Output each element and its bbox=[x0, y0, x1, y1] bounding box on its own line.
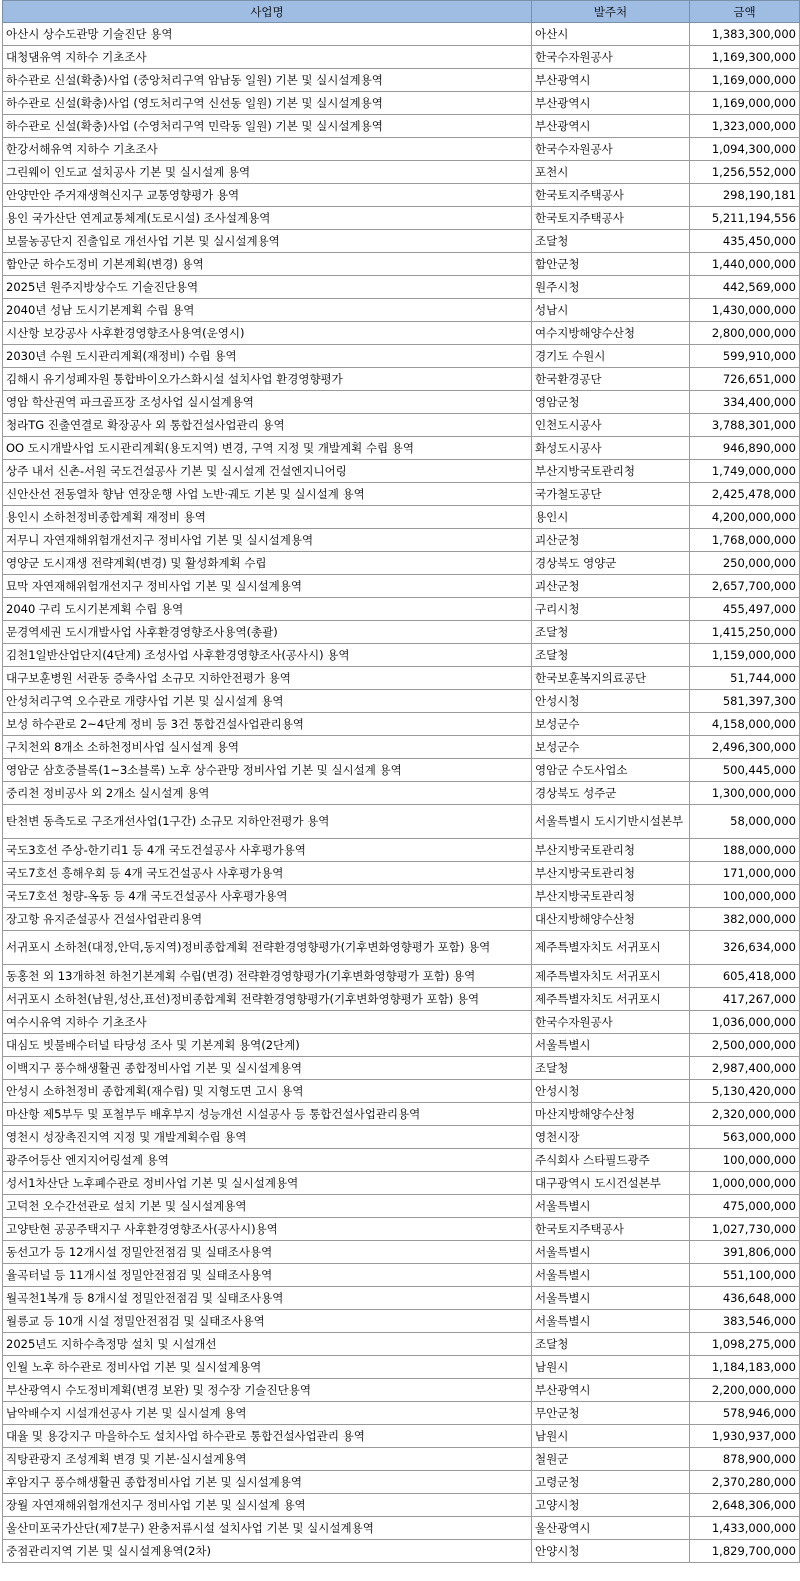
cell-amount: 334,400,000 bbox=[690, 391, 800, 414]
cell-project-name: 2040 구리 도시기본계획 수립 용역 bbox=[3, 598, 532, 621]
table-row bbox=[3, 1540, 800, 1563]
cell-project-name: 중리천 정비공사 외 2개소 실시설계 용역 bbox=[3, 782, 532, 805]
table-row bbox=[3, 862, 800, 885]
cell-client: 제주특별자치도 서귀포시 bbox=[532, 931, 690, 965]
cell-project-name: 영천시 성장촉진지역 지정 및 개발계획수립 용역 bbox=[3, 1126, 532, 1149]
cell-amount: 946,890,000 bbox=[690, 437, 800, 460]
cell-client: 서울특별시 bbox=[532, 1310, 690, 1333]
table-row bbox=[3, 931, 800, 965]
cell-project-name: 인월 노후 하수관로 정비사업 기본 및 실시설계용역 bbox=[3, 1356, 532, 1379]
table-row bbox=[3, 1195, 800, 1218]
cell-project-name: 대청댐유역 지하수 기초조사 bbox=[3, 46, 532, 69]
cell-project-name: 저무니 자연재해위험개선지구 정비사업 기본 및 실시설계용역 bbox=[3, 529, 532, 552]
cell-project-name: 마산항 제5부두 및 포철부두 배후부지 성능개선 시설공사 등 통합건설사업관리용역 bbox=[3, 1103, 532, 1126]
cell-project-name: 국도3호선 주상-한기리1 등 4개 국도건설공사 사후평가용역 bbox=[3, 839, 532, 862]
table-row bbox=[3, 1494, 800, 1517]
cell-amount: 1,749,000,000 bbox=[690, 460, 800, 483]
cell-client: 아산시 bbox=[532, 23, 690, 46]
table-row bbox=[3, 161, 800, 184]
cell-project-name: 고덕천 오수간선관로 설치 기본 및 실시설계용역 bbox=[3, 1195, 532, 1218]
cell-amount: 455,497,000 bbox=[690, 598, 800, 621]
table-row bbox=[3, 299, 800, 322]
cell-project-name: 구치천외 8개소 소하천정비사업 실시설계 용역 bbox=[3, 736, 532, 759]
cell-amount: 58,000,000 bbox=[690, 805, 800, 839]
cell-client: 남원시 bbox=[532, 1425, 690, 1448]
table-row bbox=[3, 391, 800, 414]
cell-amount: 436,648,000 bbox=[690, 1287, 800, 1310]
cell-amount: 2,200,000,000 bbox=[690, 1379, 800, 1402]
cell-project-name: 시산항 보강공사 사후환경영향조사용역(운영시) bbox=[3, 322, 532, 345]
cell-client: 조달청 bbox=[532, 1333, 690, 1356]
cell-amount: 1,000,000,000 bbox=[690, 1172, 800, 1195]
cell-client: 괴산군청 bbox=[532, 575, 690, 598]
cell-client: 울산광역시 bbox=[532, 1517, 690, 1540]
cell-amount: 2,800,000,000 bbox=[690, 322, 800, 345]
cell-client: 한국수자원공사 bbox=[532, 1011, 690, 1034]
cell-client: 무안군청 bbox=[532, 1402, 690, 1425]
cell-amount: 2,648,306,000 bbox=[690, 1494, 800, 1517]
cell-client: 부산지방국토관리청 bbox=[532, 862, 690, 885]
cell-amount: 5,211,194,556 bbox=[690, 207, 800, 230]
cell-amount: 1,440,000,000 bbox=[690, 253, 800, 276]
table-row bbox=[3, 368, 800, 391]
table-row bbox=[3, 805, 800, 839]
table-row bbox=[3, 23, 800, 46]
cell-client: 부산광역시 bbox=[532, 92, 690, 115]
cell-amount: 551,100,000 bbox=[690, 1264, 800, 1287]
cell-project-name: 한강서해유역 지하수 기초조사 bbox=[3, 138, 532, 161]
cell-project-name: 그린웨이 인도교 설치공사 기본 및 실시설계 용역 bbox=[3, 161, 532, 184]
cell-client: 한국토지주택공사 bbox=[532, 1218, 690, 1241]
cell-client: 안성시청 bbox=[532, 1080, 690, 1103]
table-row bbox=[3, 1264, 800, 1287]
project-table bbox=[2, 0, 800, 1563]
cell-project-name: 영암 학산권역 파크골프장 조성사업 실시설계용역 bbox=[3, 391, 532, 414]
cell-amount: 1,036,000,000 bbox=[690, 1011, 800, 1034]
table-row bbox=[3, 1356, 800, 1379]
header-project-name[interactable]: 사업명 bbox=[3, 1, 532, 23]
table-row bbox=[3, 1034, 800, 1057]
table-row bbox=[3, 1103, 800, 1126]
cell-client: 보성군수 bbox=[532, 736, 690, 759]
table-row bbox=[3, 138, 800, 161]
cell-client: 서울특별시 bbox=[532, 1195, 690, 1218]
table-row bbox=[3, 644, 800, 667]
cell-amount: 1,169,300,000 bbox=[690, 46, 800, 69]
table-row bbox=[3, 1471, 800, 1494]
table-row bbox=[3, 1172, 800, 1195]
table-row bbox=[3, 1310, 800, 1333]
table-row bbox=[3, 988, 800, 1011]
cell-amount: 605,418,000 bbox=[690, 965, 800, 988]
cell-client: 구리시청 bbox=[532, 598, 690, 621]
table-row bbox=[3, 483, 800, 506]
cell-client: 한국보훈복지의료공단 bbox=[532, 667, 690, 690]
cell-project-name: 월릉교 등 10개 시설 정밀안전점검 및 실태조사용역 bbox=[3, 1310, 532, 1333]
table-row bbox=[3, 1057, 800, 1080]
cell-project-name: 이백지구 풍수해생활권 종합정비사업 기본 및 실시설계용역 bbox=[3, 1057, 532, 1080]
cell-project-name: 대심도 빗물배수터널 타당성 조사 및 기본계획 용역(2단계) bbox=[3, 1034, 532, 1057]
cell-client: 인천도시공사 bbox=[532, 414, 690, 437]
cell-client: 고령군청 bbox=[532, 1471, 690, 1494]
table-row bbox=[3, 1402, 800, 1425]
cell-client: 함안군청 bbox=[532, 253, 690, 276]
cell-amount: 878,900,000 bbox=[690, 1448, 800, 1471]
cell-project-name: 청라TG 진출연결로 확장공사 외 통합건설사업관리 용역 bbox=[3, 414, 532, 437]
cell-client: 대구광역시 도시건설본부 bbox=[532, 1172, 690, 1195]
cell-amount: 382,000,000 bbox=[690, 908, 800, 931]
cell-client: 한국토지주택공사 bbox=[532, 207, 690, 230]
cell-client: 제주특별자치도 서귀포시 bbox=[532, 965, 690, 988]
table-row bbox=[3, 1218, 800, 1241]
table-row bbox=[3, 529, 800, 552]
cell-project-name: 서귀포시 소하천(대정,안덕,동지역)정비종합계획 전략환경영향평가(기후변화영향평가 포함) 용역 bbox=[3, 931, 532, 965]
table-row bbox=[3, 322, 800, 345]
cell-project-name: 2025년 원주지방상수도 기술진단용역 bbox=[3, 276, 532, 299]
table-row bbox=[3, 782, 800, 805]
cell-amount: 1,169,000,000 bbox=[690, 92, 800, 115]
cell-client: 괴산군청 bbox=[532, 529, 690, 552]
table-row bbox=[3, 885, 800, 908]
cell-project-name: OO 도시개발사업 도시관리계획(용도지역) 변경, 구역 지정 및 개발계획 수립 용역 bbox=[3, 437, 532, 460]
cell-amount: 1,383,300,000 bbox=[690, 23, 800, 46]
cell-client: 국가철도공단 bbox=[532, 483, 690, 506]
cell-project-name: 후암지구 풍수해생활권 종합정비사업 기본 및 실시설계용역 bbox=[3, 1471, 532, 1494]
cell-amount: 1,433,000,000 bbox=[690, 1517, 800, 1540]
cell-project-name: 동홍천 외 13개하천 하천기본계획 수립(변경) 전략환경영향평가(기후변화영향평가 포함) 용역 bbox=[3, 965, 532, 988]
cell-client: 한국수자원공사 bbox=[532, 138, 690, 161]
cell-client: 부산광역시 bbox=[532, 115, 690, 138]
table-row bbox=[3, 115, 800, 138]
cell-client: 보성군수 bbox=[532, 713, 690, 736]
cell-client: 부산광역시 bbox=[532, 69, 690, 92]
table-row bbox=[3, 69, 800, 92]
cell-client: 화성도시공사 bbox=[532, 437, 690, 460]
cell-client: 고양시청 bbox=[532, 1494, 690, 1517]
cell-client: 부산광역시 bbox=[532, 1379, 690, 1402]
table-row bbox=[3, 839, 800, 862]
table-row bbox=[3, 759, 800, 782]
cell-amount: 2,987,400,000 bbox=[690, 1057, 800, 1080]
cell-project-name: 탄천변 동측도로 구조개선사업(1구간) 소규모 지하안전평가 용역 bbox=[3, 805, 532, 839]
table-row bbox=[3, 1517, 800, 1540]
cell-project-name: 보성 하수관로 2~4단계 정비 등 3건 통합건설사업관리용역 bbox=[3, 713, 532, 736]
cell-project-name: 장월 자연재해위험개선지구 정비사업 기본 및 실시설계 용역 bbox=[3, 1494, 532, 1517]
cell-project-name: 대구보훈병원 서관동 증축사업 소규모 지하안전평가 용역 bbox=[3, 667, 532, 690]
cell-project-name: 국도7호선 청량-옥동 등 4개 국도건설공사 사후평가용역 bbox=[3, 885, 532, 908]
cell-project-name: 함안군 하수도정비 기본계획(변경) 용역 bbox=[3, 253, 532, 276]
cell-project-name: 직탕관광지 조성계획 변경 및 기본·실시설계용역 bbox=[3, 1448, 532, 1471]
cell-amount: 4,200,000,000 bbox=[690, 506, 800, 529]
header-amount[interactable]: 금액 bbox=[690, 1, 800, 23]
cell-client: 제주특별자치도 서귀포시 bbox=[532, 988, 690, 1011]
cell-project-name: 동선고가 등 12개시설 정밀안전점검 및 실태조사용역 bbox=[3, 1241, 532, 1264]
table-row bbox=[3, 575, 800, 598]
cell-amount: 2,500,000,000 bbox=[690, 1034, 800, 1057]
cell-client: 부산지방국토관리청 bbox=[532, 460, 690, 483]
cell-project-name: 월곡천1복개 등 8개시설 정밀안전점검 및 실태조사용역 bbox=[3, 1287, 532, 1310]
cell-client: 영암군청 bbox=[532, 391, 690, 414]
table-row bbox=[3, 1448, 800, 1471]
cell-project-name: 하수관로 신설(확충)사업 (수영처리구역 민락동 일원) 기본 및 실시설계용역 bbox=[3, 115, 532, 138]
cell-amount: 435,450,000 bbox=[690, 230, 800, 253]
table-row bbox=[3, 1379, 800, 1402]
cell-amount: 2,657,700,000 bbox=[690, 575, 800, 598]
cell-amount: 298,190,181 bbox=[690, 184, 800, 207]
cell-amount: 1,430,000,000 bbox=[690, 299, 800, 322]
table-row bbox=[3, 184, 800, 207]
cell-client: 주식회사 스타필드광주 bbox=[532, 1149, 690, 1172]
cell-project-name: 문경역세권 도시개발사업 사후환경영향조사용역(총괄) bbox=[3, 621, 532, 644]
cell-amount: 51,744,000 bbox=[690, 667, 800, 690]
cell-amount: 100,000,000 bbox=[690, 1149, 800, 1172]
cell-project-name: 부산광역시 수도정비계획(변경 보완) 및 정수장 기술진단용역 bbox=[3, 1379, 532, 1402]
cell-project-name: 아산시 상수도관망 기술진단 용역 bbox=[3, 23, 532, 46]
cell-project-name: 김천1일반산업단지(4단계) 조성사업 사후환경영향조사(공사시) 용역 bbox=[3, 644, 532, 667]
cell-client: 영천시장 bbox=[532, 1126, 690, 1149]
table-row bbox=[3, 230, 800, 253]
cell-amount: 250,000,000 bbox=[690, 552, 800, 575]
cell-amount: 4,158,000,000 bbox=[690, 713, 800, 736]
cell-project-name: 상주 내서 신촌-서원 국도건설공사 기본 및 실시설계 건설엔지니어링 bbox=[3, 460, 532, 483]
table-row bbox=[3, 414, 800, 437]
cell-client: 경기도 수원시 bbox=[532, 345, 690, 368]
table-row bbox=[3, 552, 800, 575]
table-row bbox=[3, 908, 800, 931]
cell-client: 경상북도 성주군 bbox=[532, 782, 690, 805]
cell-client: 원주시청 bbox=[532, 276, 690, 299]
cell-project-name: 하수관로 신설(확충)사업 (영도처리구역 신선동 일원) 기본 및 실시설계용역 bbox=[3, 92, 532, 115]
table-row bbox=[3, 207, 800, 230]
cell-amount: 1,184,183,000 bbox=[690, 1356, 800, 1379]
cell-project-name: 중점관리지역 기본 및 실시설계용역(2차) bbox=[3, 1540, 532, 1563]
table-row bbox=[3, 46, 800, 69]
cell-amount: 1,768,000,000 bbox=[690, 529, 800, 552]
cell-client: 서울특별시 도시기반시설본부 bbox=[532, 805, 690, 839]
cell-amount: 500,445,000 bbox=[690, 759, 800, 782]
cell-amount: 2,370,280,000 bbox=[690, 1471, 800, 1494]
cell-project-name: 김해시 유기성폐자원 통합바이오가스화시설 설치사업 환경영향평가 bbox=[3, 368, 532, 391]
cell-amount: 417,267,000 bbox=[690, 988, 800, 1011]
table-row bbox=[3, 713, 800, 736]
cell-client: 서울특별시 bbox=[532, 1034, 690, 1057]
cell-amount: 1,027,730,000 bbox=[690, 1218, 800, 1241]
table-row bbox=[3, 460, 800, 483]
cell-project-name: 영양군 도시재생 전략계획(변경) 및 활성화계획 수립 bbox=[3, 552, 532, 575]
cell-client: 안성시청 bbox=[532, 690, 690, 713]
table-row bbox=[3, 437, 800, 460]
cell-client: 서울특별시 bbox=[532, 1264, 690, 1287]
cell-amount: 2,320,000,000 bbox=[690, 1103, 800, 1126]
cell-project-name: 안성처리구역 오수관로 개량사업 기본 및 실시설계 용역 bbox=[3, 690, 532, 713]
cell-project-name: 대율 및 용강지구 마을하수도 설치사업 하수관로 통합건설사업관리 용역 bbox=[3, 1425, 532, 1448]
cell-amount: 1,323,000,000 bbox=[690, 115, 800, 138]
table-row bbox=[3, 92, 800, 115]
cell-project-name: 안양만안 주거재생혁신지구 교통영향평가 용역 bbox=[3, 184, 532, 207]
table-row bbox=[3, 621, 800, 644]
cell-project-name: 묘막 자연재해위험개선지구 정비사업 기본 및 실시설계용역 bbox=[3, 575, 532, 598]
cell-amount: 1,159,000,000 bbox=[690, 644, 800, 667]
cell-project-name: 영암군 삼호중블록(1~3소블록) 노후 상수관망 정비사업 기본 및 실시설계 용역 bbox=[3, 759, 532, 782]
cell-amount: 442,569,000 bbox=[690, 276, 800, 299]
table-row bbox=[3, 598, 800, 621]
cell-amount: 1,169,000,000 bbox=[690, 69, 800, 92]
cell-project-name: 2025년도 지하수측정망 설치 및 시설개선 bbox=[3, 1333, 532, 1356]
cell-client: 포천시 bbox=[532, 161, 690, 184]
cell-amount: 171,000,000 bbox=[690, 862, 800, 885]
cell-client: 조달청 bbox=[532, 644, 690, 667]
cell-client: 한국토지주택공사 bbox=[532, 184, 690, 207]
cell-amount: 726,651,000 bbox=[690, 368, 800, 391]
cell-client: 조달청 bbox=[532, 621, 690, 644]
table-row bbox=[3, 1126, 800, 1149]
cell-project-name: 광주어등산 엔지지어링설계 용역 bbox=[3, 1149, 532, 1172]
table-row bbox=[3, 1011, 800, 1034]
cell-client: 안양시청 bbox=[532, 1540, 690, 1563]
table-row bbox=[3, 690, 800, 713]
cell-amount: 1,094,300,000 bbox=[690, 138, 800, 161]
cell-amount: 1,256,552,000 bbox=[690, 161, 800, 184]
table-row bbox=[3, 965, 800, 988]
table-row bbox=[3, 1425, 800, 1448]
cell-amount: 563,000,000 bbox=[690, 1126, 800, 1149]
cell-project-name: 2030년 수원 도시관리계획(재정비) 수립 용역 bbox=[3, 345, 532, 368]
cell-amount: 599,910,000 bbox=[690, 345, 800, 368]
cell-project-name: 안성시 소하천정비 종합계획(재수립) 및 지형도면 고시 용역 bbox=[3, 1080, 532, 1103]
cell-project-name: 서귀포시 소하천(남원,성산,표선)정비종합계획 전략환경영향평가(기후변화영향평가 포함) 용역 bbox=[3, 988, 532, 1011]
cell-client: 남원시 bbox=[532, 1356, 690, 1379]
table-row bbox=[3, 736, 800, 759]
cell-amount: 1,829,700,000 bbox=[690, 1540, 800, 1563]
cell-client: 영암군 수도사업소 bbox=[532, 759, 690, 782]
cell-project-name: 여수시유역 지하수 기초조사 bbox=[3, 1011, 532, 1034]
cell-client: 여수지방해양수산청 bbox=[532, 322, 690, 345]
cell-client: 조달청 bbox=[532, 230, 690, 253]
cell-amount: 2,496,300,000 bbox=[690, 736, 800, 759]
cell-client: 조달청 bbox=[532, 1057, 690, 1080]
cell-amount: 188,000,000 bbox=[690, 839, 800, 862]
cell-project-name: 장고항 유지준설공사 건설사업관리용역 bbox=[3, 908, 532, 931]
table-row bbox=[3, 1241, 800, 1264]
cell-project-name: 용인시 소하천정비종합계획 재정비 용역 bbox=[3, 506, 532, 529]
table-row bbox=[3, 1080, 800, 1103]
cell-project-name: 울산미포국가산단(제7분구) 완충저류시설 설치사업 기본 및 실시설계용역 bbox=[3, 1517, 532, 1540]
cell-project-name: 보물농공단지 진출입로 개선사업 기본 및 실시설계용역 bbox=[3, 230, 532, 253]
cell-amount: 2,425,478,000 bbox=[690, 483, 800, 506]
cell-amount: 391,806,000 bbox=[690, 1241, 800, 1264]
cell-project-name: 신안산선 전동열차 향남 연장운행 사업 노반·궤도 기본 및 실시설계 용역 bbox=[3, 483, 532, 506]
cell-client: 대산지방해양수산청 bbox=[532, 908, 690, 931]
cell-client: 용인시 bbox=[532, 506, 690, 529]
table-row bbox=[3, 253, 800, 276]
cell-client: 철원군 bbox=[532, 1448, 690, 1471]
header-client[interactable]: 발주처 bbox=[532, 1, 690, 23]
table-row bbox=[3, 1333, 800, 1356]
table-row bbox=[3, 345, 800, 368]
table-row bbox=[3, 506, 800, 529]
header-row bbox=[3, 1, 800, 23]
cell-client: 한국수자원공사 bbox=[532, 46, 690, 69]
cell-client: 서울특별시 bbox=[532, 1287, 690, 1310]
table-row bbox=[3, 1287, 800, 1310]
cell-amount: 1,415,250,000 bbox=[690, 621, 800, 644]
cell-project-name: 2040년 성남 도시기본계획 수립 용역 bbox=[3, 299, 532, 322]
cell-client: 경상북도 영양군 bbox=[532, 552, 690, 575]
cell-project-name: 하수관로 신설(확충)사업 (중앙처리구역 암남동 일원) 기본 및 실시설계용역 bbox=[3, 69, 532, 92]
cell-client: 한국환경공단 bbox=[532, 368, 690, 391]
cell-amount: 578,946,000 bbox=[690, 1402, 800, 1425]
cell-client: 마산지방해양수산청 bbox=[532, 1103, 690, 1126]
table-row bbox=[3, 1149, 800, 1172]
cell-amount: 475,000,000 bbox=[690, 1195, 800, 1218]
cell-amount: 5,130,420,000 bbox=[690, 1080, 800, 1103]
table-row bbox=[3, 667, 800, 690]
cell-project-name: 성서1차산단 노후폐수관로 정비사업 기본 및 실시설계용역 bbox=[3, 1172, 532, 1195]
cell-client: 부산지방국토관리청 bbox=[532, 885, 690, 908]
cell-client: 부산지방국토관리청 bbox=[532, 839, 690, 862]
cell-amount: 383,546,000 bbox=[690, 1310, 800, 1333]
cell-amount: 3,788,301,000 bbox=[690, 414, 800, 437]
cell-amount: 1,300,000,000 bbox=[690, 782, 800, 805]
cell-project-name: 율곡터널 등 11개시설 정밀안전점검 및 실태조사용역 bbox=[3, 1264, 532, 1287]
cell-client: 서울특별시 bbox=[532, 1241, 690, 1264]
cell-amount: 326,634,000 bbox=[690, 931, 800, 965]
cell-project-name: 용인 국가산단 연계교통체계(도로시설) 조사설계용역 bbox=[3, 207, 532, 230]
cell-amount: 100,000,000 bbox=[690, 885, 800, 908]
cell-project-name: 국도7호선 흥해우회 등 4개 국도건설공사 사후평가용역 bbox=[3, 862, 532, 885]
cell-amount: 1,098,275,000 bbox=[690, 1333, 800, 1356]
table-row bbox=[3, 276, 800, 299]
cell-client: 성남시 bbox=[532, 299, 690, 322]
cell-project-name: 고양탄현 공공주택지구 사후환경영향조사(공사시)용역 bbox=[3, 1218, 532, 1241]
cell-project-name: 남악배수지 시설개선공사 기본 및 실시설계 용역 bbox=[3, 1402, 532, 1425]
cell-amount: 1,930,937,000 bbox=[690, 1425, 800, 1448]
cell-amount: 581,397,300 bbox=[690, 690, 800, 713]
